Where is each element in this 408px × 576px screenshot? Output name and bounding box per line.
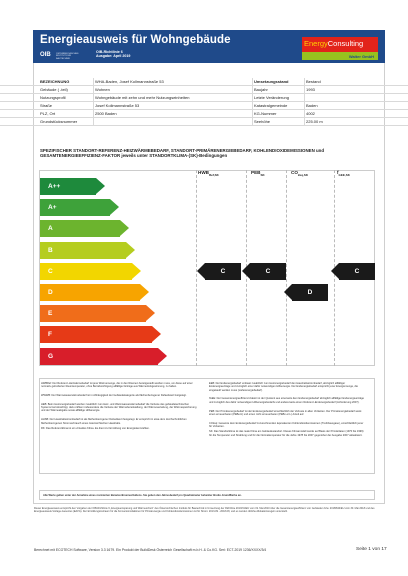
info-value: 225.00 m xyxy=(306,119,323,124)
info-row xyxy=(0,78,408,86)
definition-text: HEB: Beim Heizenergiebedarf werden zusätzlich zum Heiz- und Warmwasserwärmebedarf die Verluste des gebäudetechnischen Systems berücksichtigt, dazu zählen insbesondere die Verluste der Wärmebereitstellung, der Wärmeverteilung, der Wärmespeicherung und der Wärmeabgabe sowie allfällige Hilfsenergie. xyxy=(41,402,197,413)
energy-class-bar: B xyxy=(40,242,126,259)
info-value: 2500 Baden xyxy=(95,111,117,116)
page-title: Energieausweis für Wohngebäude xyxy=(40,34,231,46)
info-label: PLZ, Ort xyxy=(40,111,56,116)
definition-text: EEB: Der Endenergiebedarf umfasst zusätzlich zum Heizenergiebedarf den Haushaltsstrombedarf, abzüglich allfälliger Endenergieerträge und zuzüglich einer dafür notwendigen Hilfsenergie. Der Endenergiebedarf entspricht jener Energiemenge, die eingekauft werden muss (Lieferenergiebedarf). xyxy=(209,382,358,392)
info-row xyxy=(0,118,408,126)
column-header-main: HWB xyxy=(198,170,209,175)
column-header-main: CO xyxy=(291,170,298,175)
info-label: Letzte Veränderung xyxy=(254,95,289,100)
info-value: Josef Kollmannstraße 53 xyxy=(95,103,140,108)
info-value: WHA-Baden, Josef Kollmannstraße 53 xyxy=(95,79,164,84)
brand-energy: Energy xyxy=(304,39,328,48)
energy-class-bar: C xyxy=(40,263,132,280)
guideline-edition: Ausgabe: April 2019 xyxy=(96,54,131,59)
column-header-main: PEB xyxy=(251,170,261,175)
column-header-f xyxy=(337,170,350,177)
info-label: Seehöhe xyxy=(254,119,271,124)
definition-text: HWBRef: Der Referenz-Heizwärmebedarf ist jene Wärmemenge, die in den Räumen bereitgestellt werden muss, um diese auf einer normativ geforderten Raumtemperatur, ohne Berücksichtigung allfälliger Erträge aus Wärmerückgewinnung, zu halten. xyxy=(41,382,193,389)
info-label: KG-Nummer xyxy=(254,111,277,116)
info-row xyxy=(0,94,408,102)
info-row xyxy=(0,86,408,94)
info-row xyxy=(0,102,408,110)
guideline-name: OIB-Richtlinie 6 xyxy=(96,50,123,54)
energy-class-bar: G xyxy=(40,348,158,365)
guideline-info xyxy=(96,50,130,59)
column-header-peb xyxy=(251,170,265,177)
rating-marker-hwb: C xyxy=(205,263,241,280)
energy-class-bar: A++ xyxy=(40,178,96,195)
info-value: Wohnen xyxy=(95,87,110,92)
info-label: Katastralgemeinde xyxy=(254,103,288,108)
definition-text: CO2eq: Gesamte dem Endenergiebedarf zuzurechnenden äquivalenten Kohlendioxidemissionen (Treibhausgase), einschließlich jener für Vorketten. xyxy=(209,421,364,428)
oib-logo: OIB xyxy=(40,52,51,58)
definition-text: fGEE: Der Gesamtenergieeffizienz-Faktor ist der Quotient aus einerseits dem Endenergiebedarf abzüglich allfälliger Endenergieerträge und zuzüglich des dafür notwendigen Hilfsenergiebedarfs und andererseits einem Referenz-Endenergiebedarf (Anforderung 2007). xyxy=(209,397,364,404)
column-header-hwb xyxy=(198,170,219,177)
rating-marker-co2: D xyxy=(292,284,328,301)
brand-logo xyxy=(302,37,378,61)
energy-class-bar: F xyxy=(40,326,152,343)
info-value: Baden xyxy=(306,103,318,108)
rating-marker-fgee: C xyxy=(339,263,375,280)
column-header-sub: 2eq,SK xyxy=(297,172,309,177)
brand-consulting: Consulting xyxy=(327,39,364,48)
column-header-sub: GEE,SK xyxy=(338,172,350,177)
legal-footnote: Dieser Energieausweis entspricht den Vorgaben der OIB-Richtlinie 6 „Energieeinsparung und Wärmeschutz“ des Österreichischen Instituts für Bautechnik in Umsetzung der Richtlinie 2010/31/EU vom 19. Mai 2010 über die Gesamtenergieeffizienz von Gebäuden bzw. 2018/844/EU vom 30. Mai 2018 und des Energieausweis-Vorlage-Gesetzes (EAVG). Der Ermittlungszeitraum für die Konversionsfaktoren für Primärenergie und Kohlendioxidemissionen ist für Strom: 2013-09 - 2018-08, und es wurden übliche Allokationsregeln unterstellt. xyxy=(34,507,375,514)
software-footer: Berechnet mit ECOTECH Software, Version 3.3 1679. Ein Produkt der BuildDesk Österreich Gesellschaft m.b.H. & Co.KG. Seri: ECT-2019 1236/XXXX/3/4 xyxy=(34,548,267,552)
column-header-co xyxy=(291,170,308,177)
brand-subtitle: Walter GmbH xyxy=(302,52,378,60)
definition-text: SK: Das Standortklima ist das reale Klima am Gebäudestandort. Dieses Klimamodell wurde auf Basis der Primärdaten (1970 bis 1999) für die Temperatur und Strahlung und für die Normaltemperatur für die Jahre 1978 bis 2007 gegenüber der Ausgabe 2007 aktualisiert. xyxy=(209,430,364,437)
column-header-sub: SK xyxy=(260,172,265,177)
brand-logo-top xyxy=(302,37,378,52)
definition-text: HHSB: Der Haushaltsstrombedarf ist als flächenbezogener Defaultwert festgelegt. Er entspricht in etwa dem durchschnittlichen flächenbezogenen Stromverbrauch eines österreichischen Haushalts. xyxy=(41,418,187,425)
definition-text: PEB: Der Primärenergiebedarf ist der Endenergiebedarf einschließlich der Verluste in allen Vorketten. Der Primärenergiebedarf weist einen erneuerbaren (PEBern) und einen nicht erneuerbaren (PEBn.ern.) Anteil auf. xyxy=(209,409,362,416)
energy-class-bar: A xyxy=(40,220,120,237)
rating-marker-peb: C xyxy=(250,263,286,280)
energy-class-bar: D xyxy=(40,284,140,301)
column-header-sub: Ref,SK xyxy=(208,172,219,177)
info-label: Baujahr xyxy=(254,87,268,92)
info-value: 4002 xyxy=(306,111,315,116)
info-value: Bestand xyxy=(306,79,321,84)
column-separator xyxy=(286,170,287,366)
definition-text: WWWB: Der Warmwasserwärmebedarf ist in Abhängigkeit der Gebäudekategorie als flächenbezogener Defaultwert festgelegt. xyxy=(41,394,187,398)
info-label: BEZEICHNUNG xyxy=(40,79,70,84)
info-label: Grundstücksnummer xyxy=(40,119,78,124)
column-header-main: f xyxy=(337,170,339,175)
page-number: Seite 1 von 17 xyxy=(356,547,387,552)
energy-class-bar: E xyxy=(40,305,146,322)
info-value: 1993 xyxy=(306,87,315,92)
building-info-table xyxy=(0,78,408,126)
energy-section-title: SPEZIFISCHER STANDORT-REFERENZ-HEIZWÄRMEBEDARF, STANDORT-PRIMÄRENERGIEBEDARF, KOHLENDIOXIDEMISSIONEN und GESAMTENERGIEEFFIZIENZ-FAKTOR jeweils unter STANDORTKLIMA-(SK)-Bedingungen xyxy=(40,148,325,159)
energy-class-bar: A+ xyxy=(40,199,110,216)
definition-text: RK: Das Referenzklima ist ein virtuelles Klima. Es dient zur Ermittlung von Energiekennzahlen. xyxy=(41,427,150,431)
info-label: Umsetzungsstand xyxy=(254,79,289,84)
info-label: Gebäude ( -teil) xyxy=(40,87,68,92)
info-row xyxy=(0,110,408,118)
info-value: Wohngebäude mit zehn und mehr Nutzungseinheiten xyxy=(95,95,190,100)
assumption-note: Alle Werte gelten unter der Annahme eines normierten BenutzerInnenverhaltens. Sie geben den Jahresbedarf pro Quadratmeter beheizter Brutto-Grundfläche an. xyxy=(39,490,375,500)
info-label: Nutzungsprofil xyxy=(40,95,66,100)
info-label: Straße xyxy=(40,103,53,108)
oib-logo-subtitle: ÖSTERREICHISCHES INSTITUT FÜR BAUTECHNIK xyxy=(56,52,79,60)
